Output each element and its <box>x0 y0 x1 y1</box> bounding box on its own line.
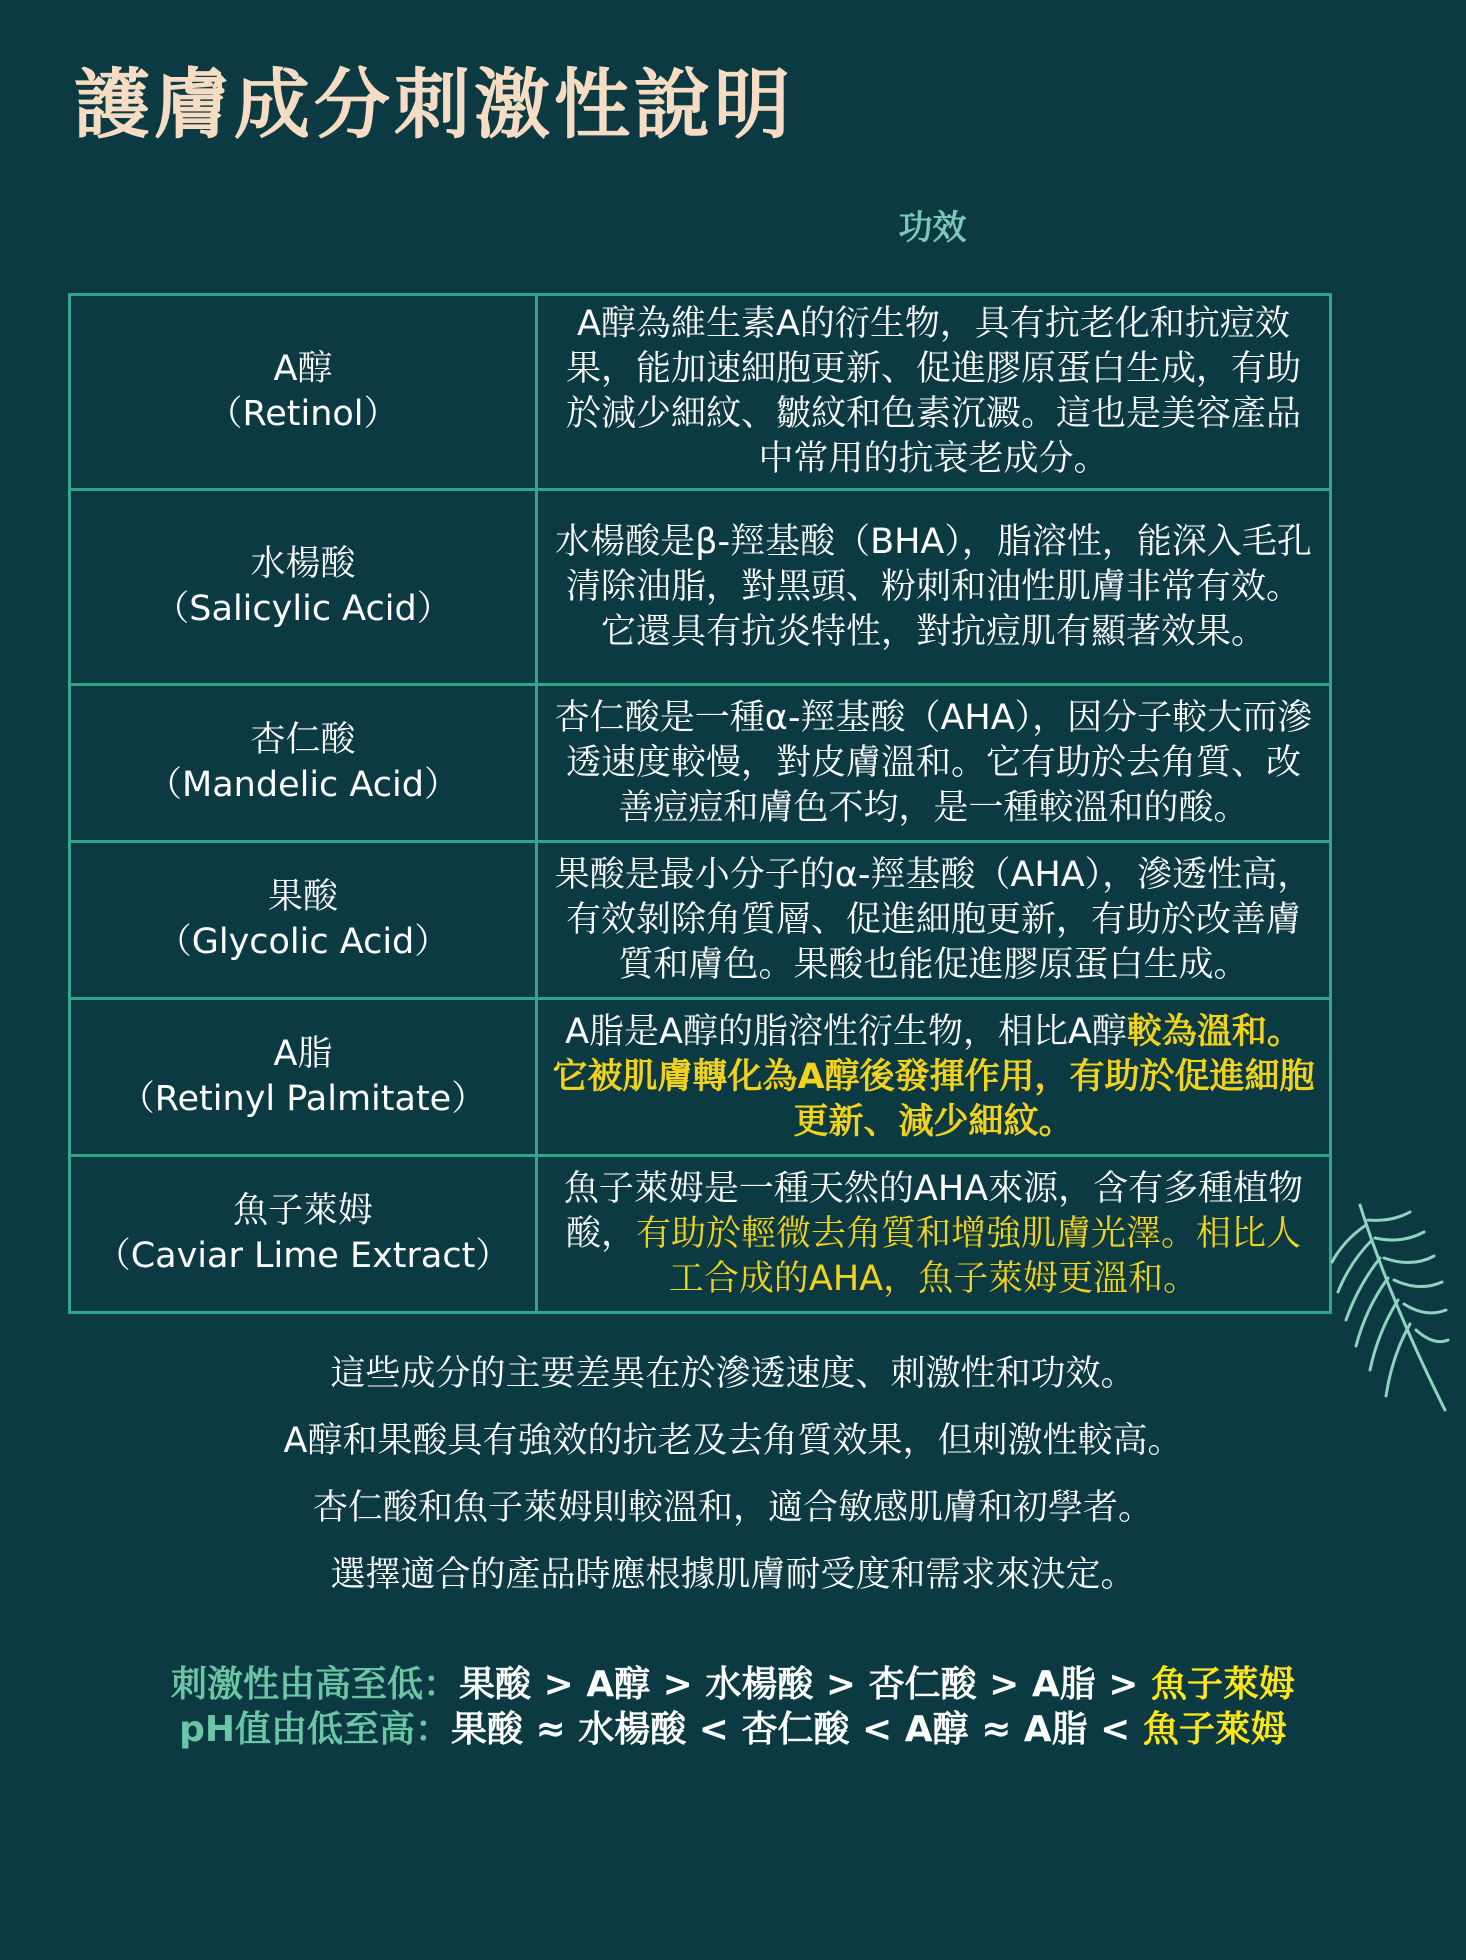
irritation-ranking-sequence: 果酸 > A醇 > 水楊酸 > 杏仁酸 > A脂 > <box>459 1664 1151 1705</box>
description-text: A醇為維生素A的衍生物，具有抗老化和抗痘效果，能加速細胞更新、促進膠原蛋白生成，有助於減少細紋、皺紋和色素沉澱。這也是美容產品中常用的抗衰老成分。 <box>565 304 1301 479</box>
irritation-ranking <box>0 1662 1466 1707</box>
description-text: 水楊酸是β-羥基酸（BHA），脂溶性，能深入毛孔清除油脂，對黑頭、粉刺和油性肌膚非常有效。它還具有抗炎特性，對抗痘肌有顯著效果。 <box>555 521 1312 652</box>
ingredient-table <box>68 293 1332 1314</box>
description-text: A脂是A醇的脂溶性衍生物，相比A醇 <box>565 1011 1127 1052</box>
table-row <box>70 999 1331 1156</box>
ranking-section <box>0 1662 1466 1752</box>
ingredient-name: 水楊酸 <box>250 544 356 584</box>
description-highlight: 有助於輕微去角質和增強肌膚光澤。相比人工合成的AHA，魚子萊姆更溫和。 <box>636 1213 1302 1299</box>
ingredient-description <box>537 490 1331 685</box>
summary-line: 這些成分的主要差異在於滲透速度、刺激性和功效。 <box>330 1354 1136 1394</box>
table-row <box>70 842 1331 999</box>
ingredient-name-cell <box>70 490 537 685</box>
table-row <box>70 1156 1331 1313</box>
ingredient-english-name: （Mandelic Acid） <box>147 765 459 805</box>
ph-ranking-sequence: 果酸 ≈ 水楊酸 < 杏仁酸 < A醇 ≈ A脂 < <box>451 1709 1143 1750</box>
description-text: 杏仁酸是一種α-羥基酸（AHA），因分子較大而滲透速度較慢，對皮膚溫和。它有助於去角質、改善痘痘和膚色不均，是一種較溫和的酸。 <box>554 697 1313 828</box>
page-title: 護膚成分刺激性說明 <box>74 60 794 149</box>
ingredient-name: A脂 <box>273 1034 333 1074</box>
table-row <box>70 685 1331 842</box>
ingredient-description <box>537 1156 1331 1313</box>
ingredient-description <box>537 999 1331 1156</box>
ingredient-description <box>537 842 1331 999</box>
description-text: 果酸是最小分子的α-羥基酸（AHA），滲透性高，有效剝除角質層、促進細胞更新，有助於改善膚質和膚色。果酸也能促進膠原蛋白生成。 <box>554 854 1313 985</box>
ingredient-name: A醇 <box>273 349 333 389</box>
ingredient-name-cell <box>70 685 537 842</box>
ingredient-table-body <box>70 295 1331 1313</box>
ph-ranking-label: pH值由低至高： <box>179 1709 451 1750</box>
ingredient-name: 杏仁酸 <box>250 720 356 760</box>
ingredient-english-name: （Glycolic Acid） <box>156 922 450 962</box>
irritation-ranking-last: 魚子萊姆 <box>1150 1664 1295 1705</box>
ingredient-name-cell <box>70 999 537 1156</box>
summary-line: A醇和果酸具有強效的抗老及去角質效果，但刺激性較高。 <box>283 1421 1183 1461</box>
description-highlight: 較為溫和。它被肌膚轉化為A醇後發揮作用，有助於促進細胞更新、減少細紋。 <box>552 1011 1315 1142</box>
ingredient-name-cell <box>70 1156 537 1313</box>
palm-leaf-icon <box>1330 1200 1450 1420</box>
ingredient-description <box>537 295 1331 490</box>
ingredient-english-name: （Retinyl Palmitate） <box>119 1079 487 1119</box>
ingredient-name-cell <box>70 842 537 999</box>
ph-ranking <box>0 1707 1466 1752</box>
summary-line: 選擇適合的產品時應根據肌膚耐受度和需求來決定。 <box>330 1555 1136 1595</box>
summary-section <box>0 1348 1466 1616</box>
ingredient-description <box>537 685 1331 842</box>
ingredient-english-name: （Retinol） <box>207 394 399 434</box>
ingredient-english-name: （Salicylic Acid） <box>154 589 452 629</box>
ingredient-name-cell <box>70 295 537 490</box>
ingredient-name: 果酸 <box>267 877 338 917</box>
ph-ranking-last: 魚子萊姆 <box>1142 1709 1287 1750</box>
ingredient-name: 魚子萊姆 <box>232 1191 373 1231</box>
table-column-header: 功效 <box>898 208 967 248</box>
summary-line: 杏仁酸和魚子萊姆則較溫和，適合敏感肌膚和初學者。 <box>312 1488 1153 1528</box>
description-text: 魚子萊姆是一種天然的AHA來源，含有多種植物酸， <box>563 1168 1304 1254</box>
ingredient-english-name: （Caviar Lime Extract） <box>95 1236 511 1276</box>
table-row <box>70 295 1331 490</box>
irritation-ranking-label: 刺激性由高至低： <box>171 1664 460 1705</box>
table-row <box>70 490 1331 685</box>
